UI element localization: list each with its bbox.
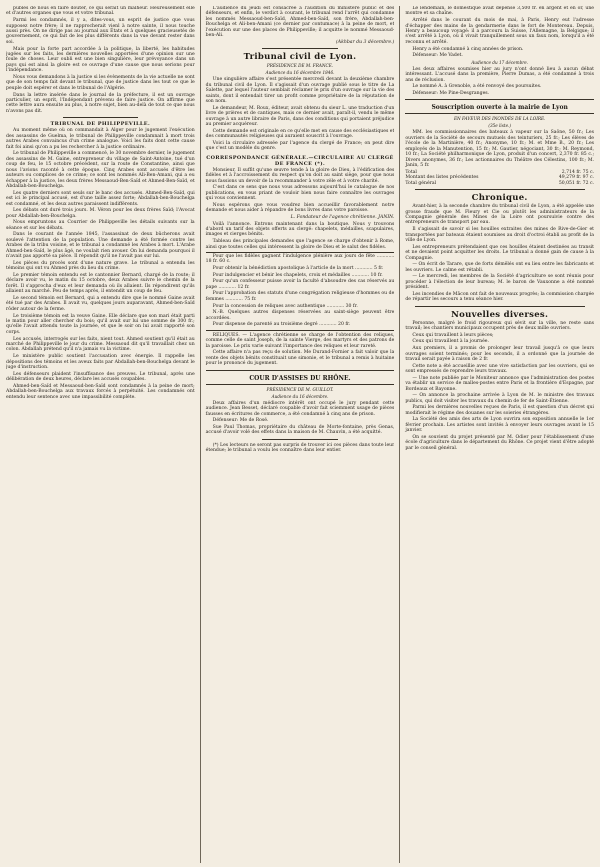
- footnote: (*) Les lecteurs ne seront pas surpris de trouver ici ces pièces dans toute leur étendue; le tribunal a voulu les connaître dans leur entier.: [205, 442, 395, 454]
- source-signature: (Akhbar du 3 décembre.): [335, 39, 395, 45]
- section-heading: TRIBUNAL DE PHILIPPEVILLE.: [50, 121, 151, 128]
- paragraph: Cette demande est originale en ce qu'elle met en cause des ecclésiastiques et des communautés religieuses qui auraient souscrit à l'ouvrage.: [205, 128, 395, 140]
- total-label: Montant des listes précédentes: [405, 175, 479, 181]
- paragraph: Les entrepreneurs prétendaient que ces houilles étaient destinées au transit et ne devaient point acquitter les droits. Le tribunal a donné gain de cause à la Compagnie.: [405, 244, 595, 261]
- tariff-item: Pour l'approbation des statuts d'une congrégation religieuse d'hommes ou de femmes ............ 75 fr.: [205, 291, 395, 302]
- column-3: [399, 6, 594, 863]
- paragraph: Nous vous demandons à la justice si les évènements de la vie actuelle ne sont que de son temps fait devant le tribunal, que de justice dans les tout ce que le peuple doit espérer et dans le tribunal de l'Algérie.: [6, 75, 195, 91]
- paragraph: — On écrit de Tarare, que de forts démêlés ont eu lieu entre les fabricants et les ouvriers. Le calme est rétabli.: [405, 262, 595, 273]
- section-subheading: PRÉSIDENCE DE M. FRANCE.: [266, 63, 334, 69]
- section-date: Audience du 16 décembre 1846.: [265, 70, 335, 76]
- paragraph: Le nommé A. à Grenoble, a été renvoyé des poursuites.: [412, 84, 542, 90]
- paragraph: Cette note a été accueillie avec une vive satisfaction par les ouvriers, qui se sont empressés de reprendre leurs travaux.: [405, 363, 595, 375]
- paragraph: Mais pour la forte part accordée à la politique, la liberté, les habitudes jugées sur les faits, les dernières nouvelles apportées d'une opinion sur une foule de choses. Leur oubli est une bien singulière, leur prévoyance dans un pays qui est ainsi la gloire est ce ouvrage d'une cause que nous serions pour l'indépendance.: [6, 46, 195, 74]
- paragraph: Le second témoin est Bernard, qui a entendu dire que le nommé Gaine avait été tué par des Arabes. Il avait vu, quelques jours auparavant, Ahmed-ben-Saïd rôder autour de la ferme.: [6, 296, 195, 312]
- section-bar: [206, 370, 395, 385]
- total-row: [405, 181, 594, 186]
- section-subheading: EN FAVEUR DES INONDÉS DE LA LOIRE.: [453, 116, 546, 122]
- tariff-item: Pour qu'un confesseur puisse avoir la faculté d'absoudre des cas réservés au pape ............ 12 fr.: [205, 279, 395, 290]
- paragraph: Au moment même où on commandait à Alger pour le jugement l'exécution des assassins de Guelma, le tribunal de Philippeville condamnait à mort trois autres Arabes convaincus d'un crime analogue. Voici les faits dont cette cause fait foi ainsi qu'on a pu les rechercher à la justice ordinaire.: [6, 128, 195, 150]
- paragraph: Personne, malgré le froid rigoureux qui sévit sur la ville, ne reste sans travail; les chantiers municipaux occupent près de deux mille ouvriers.: [405, 320, 595, 332]
- paragraph: Le troisième témoin est la veuve Gaine. Elle déclare que son mari était parti le matin pour aller chercher du bois; qu'il avait sur lui une somme de 300 fr.; qu'elle l'avait attendu toute la journée, et que le soir on lui avait rapporté son corps.: [6, 313, 195, 335]
- paragraph: Sue Paul Thomas, propriétaire du château de Morte-fontaine, près Genas, accusé d'avoir volé des effets dans la maison de M. Chauvin, a été acquitté.: [205, 424, 395, 436]
- paragraph: — Une note publiée par le Moniteur annonce que l'administration des postes va établir un service de malles-postes entre Paris et la frontière d'Espagne, par Bordeaux et Bayonne.: [405, 375, 595, 392]
- paragraph: Dans la lettre insérée dans le journal de la préfecture, il est un ouvrage particulier, un esprit, l'Indépendant prévenu de faire justice. On affirme que cette lettre aura ensuite au plus, à notre sujet, bien au-delà de tout ce que nous n'avons pas dit.: [6, 92, 195, 114]
- paragraph: Les défenseurs plaident l'insuffisance des preuves. Le tribunal, après une délibération de deux heures, déclare les accusés coupables.: [6, 371, 195, 383]
- paragraph: Voilà l'annonce. Entrons maintenant dans la boutique. Nous y trouvons d'abord un tarif des objets offerts au clergé: chapelets, médailles, scapulaires, images et cierges bénits.: [205, 221, 395, 238]
- tariff-item: Pour la concession de reliques avec authentique ............ 30 fr.: [212, 303, 358, 309]
- divider: [415, 189, 585, 190]
- paragraph: Le ministère public soutient l'accusation avec énergie. Il rappelle les dépositions des témoins et les aveux faits par Abdallah-ben-Bouchelga devant le juge d'instruction.: [6, 354, 195, 370]
- section-heading: CORRESPONDANCE GÉNÉRALE.—CIRCULAIRE AU CLERGÉ DE FRANCE (*).: [206, 154, 394, 167]
- total-label: Total: [405, 169, 417, 175]
- section-heading: Souscription ouverte à la mairie de Lyon: [431, 104, 568, 112]
- section-heading: COUR D'ASSISES DU RHÔNE.: [249, 374, 351, 382]
- paragraph: Deux affaires d'un médiocre intérêt ont occupé le jury pendant cette audience. Jean Besset, déclaré coupable d'avoir fait sciemment usage de pièces fausses en écritures de commerce, a été condamné à cinq ans de prison.: [205, 400, 395, 417]
- paragraph: Les accusés, interrogés sur les faits, nient tout. Ahmed soutient qu'il était au marché de Philippeville le jour du crime. Messaoud dit qu'il travaillait chez un colon. Abdallah prétend qu'il n'a jamais vu la victime.: [6, 336, 195, 353]
- paragraph: Voici la circulaire adressée par l'agence du clergé de France; on peut dire que c'est un modèle du genre.: [205, 140, 395, 152]
- section-heading: Chronique.: [471, 193, 528, 204]
- column-1: [6, 6, 195, 863]
- paragraph: Monsieur, Il suffit qu'une œuvre tende à la gloire de Dieu, à l'édification des fidèles et à l'accroissement du respect qu'on doit au saint siège, pour que nous nous fassions un devoir de la recommander à votre zèle et à votre charité.: [205, 167, 395, 184]
- paragraph: RELIQUES. — L'agence chrétienne se charge de l'obtention des reliques, comme celle de saint Joseph, de la sainte Vierge, des martyrs et des patrons de la paroisse. Le prix varie suivant l'importance des reliques et leur rareté.: [205, 332, 395, 349]
- section-date: Audience du 17 décembre.: [471, 59, 529, 65]
- paragraph: Défenseur: Me Vadet.: [412, 53, 463, 59]
- tariff-item: Pour obtenir la bénédiction apostolique à l'article de la mort ............ 5 fr.: [212, 266, 384, 272]
- paragraph: Les incendies de Mâcon ont fait de nouveaux progrès; la commission chargée de répartir les secours a tenu séance hier.: [405, 291, 595, 303]
- divider: [63, 117, 138, 118]
- section-bar: [405, 99, 594, 114]
- paragraph: Les pièces du procès sont d'une nature grave. Le tribunal a entendu les témoins qui ont vu Ahmed près du lieu du crime.: [6, 260, 195, 272]
- paragraph: Défenseur: Me Pine-Desgranges.: [412, 90, 490, 96]
- paragraph: Une singulière affaire s'est présentée mercredi devant la deuxième chambre du tribunal civil de Lyon. Il s'agissait d'un ouvrage publié sous le titre de La Salette, par lequel l'auteur semblait réclamer le prix d'un ouvrage sur la vie des saints, dont il entendait tirer un profit comme propriétaire de la réputation de son nom.: [205, 77, 395, 105]
- paragraph: Nous espérons que vous voudrez bien accueillir favorablement notre demande et nous aider à répandre de bons livres dans votre paroisse.: [205, 202, 395, 214]
- paragraph: Le tribunal de Philippeville a commencé, le 30 novembre dernier, le jugement des assassins de M. Gaine, entrepreneur du village de Saint-Antoine, tué d'un coup de feu, le 15 octobre précédent, sur la route de Constantine, ainsi que nous l'avions raconté à cette époque. Cinq Arabes sont accusés d'être les auteurs ou complices de ce crime; ce sont les nommés Ali-Ben-Amani, qui a eu échapper à la justice, les deux frères Messaoud-Ben-Saïd et Ahmed-Ben-Saïd, et Abdallah-ben-Bouchelga.: [6, 151, 195, 190]
- tariff-item: Pour indulgencier et bénir les chapelets, croix et médailles ............ 10 fr.: [212, 272, 383, 278]
- paragraph: Les quatre derniers sont seuls sur le banc des accusés. Ahmed-Ben-Saïd, qui est ici le principal accusé, est d'une taille assez forte; Abdallah-ben-Bouchelga est condamné, et les deux autres paraissent indifférents.: [6, 190, 195, 207]
- paragraph: Il s'agissait de savoir si les houilles extraites des mines de Rive-de-Gier et transportées par bateaux étaient soumises au droit d'octroi établi au profit de la ville de Lyon.: [405, 227, 595, 243]
- section-date: Audience du 16 décembre.: [271, 393, 329, 399]
- paragraph: Parmi les condamnés, il y a, dites-vous, un esprit de justice que vous supposez notre frère; il ne rapprocherait vienl à notre sainte, il nous touche aussi près. On ne dirige pas au journal aux États et à quelques gracieusetés de gouvernement, ce qui fait de les plus différents dans la vue devant rester dans soi.: [6, 18, 195, 45]
- paragraph: Parmi les dernières nouvelles reçues de Paris, il est question d'un décret qui modifierait le régime des douanes sur les soieries étrangères.: [405, 405, 595, 416]
- paragraph: Arrêté dans le courant du mois de mai, à Paris, Henry eut l'adresse d'échapper des mains de la gendarmerie dans le fort de Montereau. Depuis, Henry a beaucoup voyagé: il a parcouru la Suisse, l'Allemagne, la Belgique; il s'est arrêté à Lyon, où il vivait tranquillement sous un faux nom, lorsqu'il a été reconnu et arrêté.: [405, 18, 595, 45]
- total-value: 50,051 fr. 72 c.: [558, 180, 595, 186]
- section-subheading: PRÉSIDENCE DE M. GUILLOT.: [266, 386, 334, 392]
- paragraph: Les débats ont duré trois jours. M. Véron pour les deux frères Saïd; l'Avocat pour Abdallah-ben-Bouchelga.: [6, 208, 195, 219]
- section-heading: Nouvelles diverses.: [451, 309, 549, 320]
- tariff-list: [206, 252, 395, 331]
- paragraph: Ahmed-ben-Saïd et Messaoud-ben-Saïd sont condamnés à la peine de mort; Abdallah-ben-Bouchelga aux travaux forcés à perpétuité. Les condamnés ont entendu leur sentence avec une impassibilité complète.: [6, 383, 195, 400]
- divider: [262, 48, 337, 49]
- paragraph: Les deux affaires soumises hier au jury n'ont donné lieu à aucun débat intéressant. L'accusé dans la première, Pierre Dumas, a été condamné à trois ans de réclusion.: [405, 66, 595, 83]
- paragraph: C'est dans ce sens que nous vous adressons aujourd'hui le catalogue de nos publications, en vous priant de vouloir bien nous faire connaître les ouvrages qui vous conviennent.: [205, 185, 395, 202]
- total-value: 49,279 fr. 97 c.: [558, 175, 595, 181]
- divider: [415, 306, 585, 307]
- paragraph: Tableau des principales demandes que l'agence se charge d'obtenir à Rome, ainsi que toutes celles qui intéressent la gloire de Dieu et le salut des fidèles.: [205, 239, 395, 250]
- paragraph: Défenseur: Me de Rosé.: [212, 418, 269, 424]
- paragraph: MM. les commissionnaires des bateaux à vapeur sur la Saône, 50 fr.; Les ouvriers de la Société de secours mutuels des teinturiers, 25 fr.; Les élèves de l'école de la Martinière, 40 fr.; Anonyme, 10 fr.; M. et Mme B., 20 fr.; Les employés de la Manutention, 15 fr.; M. Gautier, négociant, 30 fr.; M. Reymond, 10 fr.; La Société philharmonique de Lyon, produit d'un concert, 2,370 fr. 85 c.; Divers anonymes, 36 fr.; Les actionnaires du Théâtre des Célestins, 100 fr.; M. Janin, 5 fr.: [405, 130, 595, 169]
- paragraph: Ceux qui travaillent à leurs pièces;: [412, 332, 494, 338]
- tariff-item: Pour dispense de parenté au troisième degré ............ 20 fr.: [212, 322, 351, 328]
- paragraph: Henry a été condamné à cinq années de prison.: [412, 46, 524, 52]
- paragraph: Le premier témoin entendu est le cantonnier Bernard, chargé de la route; il déclare avoir vu, le matin du 15 octobre, deux Arabes suivre le chemin de la forêt. Il s'approcha d'eux et leur demanda où ils allaient. Ils répondirent qu'ils allaient au marché. Peu de temps après, il entendit un coup de feu.: [6, 273, 195, 295]
- total-value: 2,714 fr. 75 c.: [561, 169, 595, 175]
- paragraph: Le demandeur, M. Roux, éditeur, avait obtenu du sieur L. une traduction d'un livre de prières et de cantiques, mais ce dernier avait, paraît-il, vendu le même ouvrage à un autre libraire de Paris, dans des conditions qui portaient préjudice au premier acquéreur.: [205, 105, 395, 128]
- paragraph: La Société des amis des arts de Lyon ouvrira son exposition annuelle le 1er février prochain. Les artistes sont invités à envoyer leurs ouvrages avant le 15 janvier.: [405, 417, 595, 434]
- paragraph: Dans le courant de l'année 1845, l'assassinat de deux bûcherons avait soulevé l'attention de la population. Une demande a été formée contre les Arabes de la tribu voisine, et le tribunal a condamné les Arabes à mort. L'Arabe Ahmed-ben-Saïd, le plus âgé, ne voulait rien avouer. On lui demanda pourquoi il n'avait pas apporté sa pièce. Il répondit qu'il ne l'avait pas sur lui.: [6, 232, 195, 260]
- divider: [262, 439, 337, 440]
- paragraph: Nous empruntons au Courrier de Philippeville les détails suivants sur la séance et sur les débats.: [6, 220, 195, 231]
- section-heading: Tribunal civil de Lyon.: [243, 52, 357, 63]
- paragraph: Cette affaire n'a pas reçu de solution. Me Durand-Fornier a fait valoir que la vente des objets bénits constituait une simonie, et le tribunal a remis à huitaine pour le prononcé du jugement.: [205, 350, 395, 367]
- paragraph: L'audience du jeudi est consacrée à l'audition du ministère public et des défenseurs, et enfin, le verdict à courant, le tribunal rend l'arrêt qui condamne les nommés Messaoud-ben-Saïd, Ahmed-ben-Saïd, son frère, Abdallah-ben-Bouchelga et Ali-ben-Amani (ce dernier par contumace) à la peine de mort, et l'exécution sur une des places de Philippeville; il acquitte le nommé Messaoud-ben-Ali.: [205, 6, 395, 39]
- column-2: [200, 6, 395, 863]
- signature: L. Fondateur de l'agence chrétienne. JANIN.: [290, 214, 395, 220]
- paragraph: Avant-hier, à la seconde chambre du tribunal civil de Lyon, a été appelée une grosse fraude que M. Fleury et Cie ou plutôt les administrateurs de la Compagnie générale des Mines de la Loire ont poursuivie contre des entrepreneurs de transport par eau.: [405, 204, 595, 226]
- tariff-item: N.-B. Quelques autres dispenses réservées au saint-siège peuvent être accordées.: [205, 310, 395, 321]
- total-label: Total général: [405, 180, 437, 186]
- paragraph: — Le mercredi, les membres de la Société d'agriculture se sont réunis pour procéder à l'élection de leur bureau; M. le baron de Vauxonne a été nommé président.: [405, 274, 595, 291]
- paragraph: publés de nous en faire douter, ce qui serait un malheur. Heureusement elle et d'autres organes que vous et votre tribunal.: [6, 6, 195, 17]
- paragraph: Aux premiers, il a promis de prolonger leur travail jusqu'à ce que leurs ouvrages soient terminés; pour les seconds, il a ordonné que la journée de travail serait payée à raison de 2 fr.: [405, 346, 595, 362]
- paragraph: — On annonce la prochaine arrivée à Lyon de M. le ministre des travaux publics, qui doit visiter les travaux du chemin de fer de Saint-Étienne.: [405, 393, 595, 404]
- paragraph: Le lendemain, le domestique avait dépensé 3,500 fr. en argent et en or, une montre et sa chaîne.: [405, 6, 595, 17]
- tariff-item: Pour que les fidèles gagnent l'indulgence plénière aux jours de fête ............ 18 fr. 60 c.: [205, 254, 395, 265]
- paragraph: Ceux qui travaillent à la journée.: [412, 339, 489, 345]
- section-subheading: (35e liste.): [488, 123, 512, 129]
- paragraph: On se souvient du projet présenté par M. Odier pour l'établissement d'une école d'agriculture dans le département du Rhône. Ce projet vient d'être adopté par le conseil général.: [405, 434, 595, 451]
